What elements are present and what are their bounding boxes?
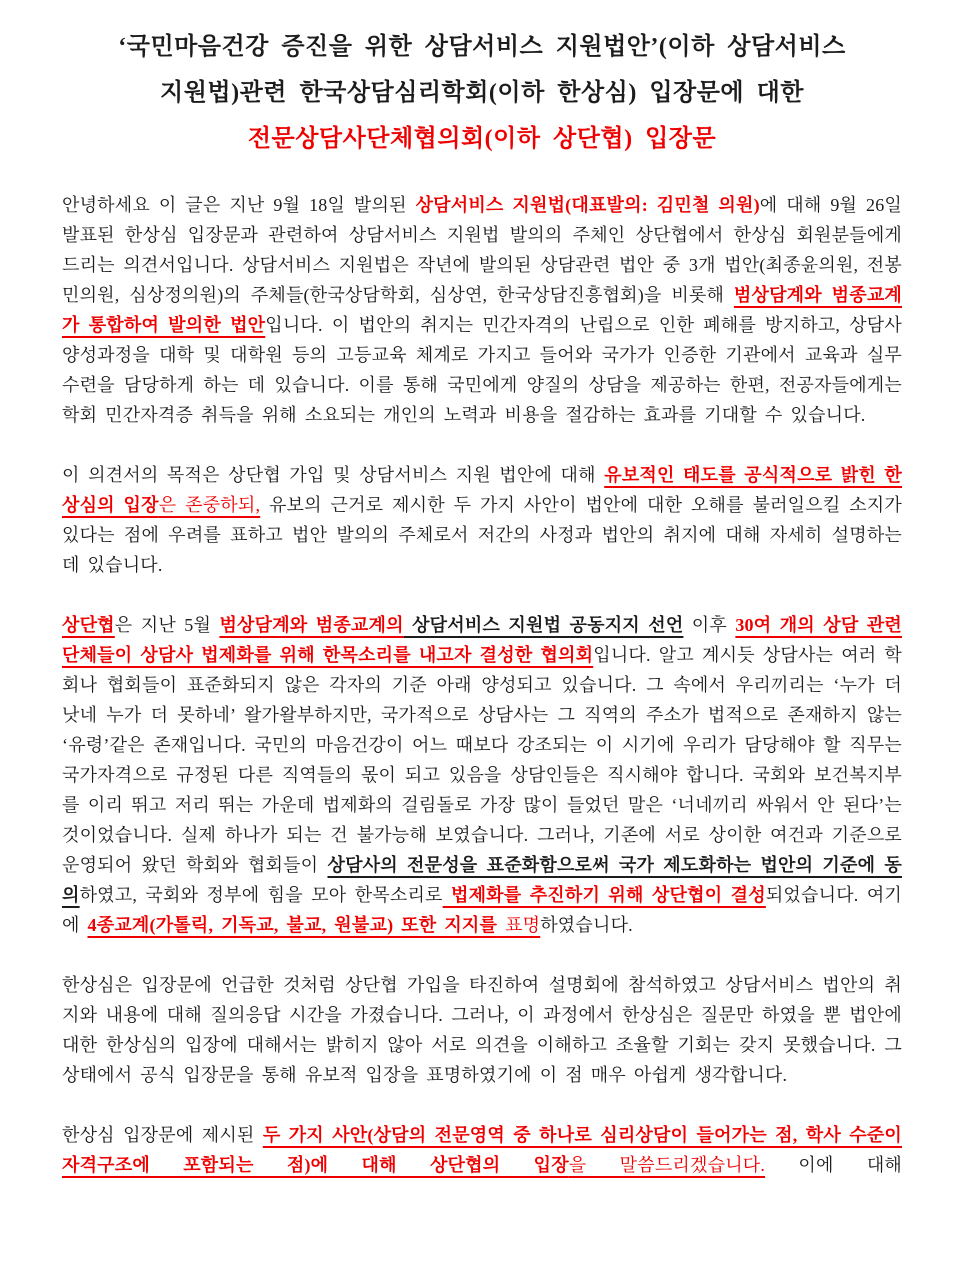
paragraph-1: [62, 190, 902, 430]
text-run: 법제화를 추진하기 위해 상단협이 결성: [442, 885, 766, 905]
text-run: 상담사의 전문성을 표준화함으로써 국가 제도화하는 법안의 기준에 동의: [62, 855, 902, 905]
title-line-2: 지원법)관련 한국상담심리학회(이하 한상심) 입장문에 대한: [160, 80, 804, 106]
text-run: 30여 개의 상담 관련 단체들이 상담사 법제화를 위해 한목소리를 내고자 결성한 협의회: [62, 615, 902, 665]
text-run: 입니다. 알고 계시듯 상담사는 여러 학회나 협회들이 표준화되지 않은 각자의 기준 아래 양성되고 있습니다. 그 속에서 우리끼리는 ‘누가 더 낫네 누가 더 못하네’ 왈가왈부하지만, 국가적으로 상담사는 그 직역의 주소가 법적으로 존재하지 않는 ‘유령’같은 존재입니다. 국민의 마음건강이 어느 때보다 강조되는 이 시기에 우리가 담당해야 할 직무는 국가자격으로 규정된 다른 직역들의 몫이 되고 있음을 상담인들은 직시해야 합니다. 국회와 보건복지부를 이리 뛰고 저리 뛰는 가운데 법제화의 걸림돌로 가장 많이 들었던 말은 ‘너네끼리 싸워서 안 된다’는 것이었습니다. 실제 하나가 되는 건 불가능해 보였습니다. 그러나, 기존에 서로 상이한 여건과 기준으로 운영되어 왔던 학회와 협회들이: [62, 645, 903, 875]
text-run: 4종교계(가톨릭, 기독교, 불교, 원불교) 또한 지지를: [87, 915, 498, 935]
text-run: 한상심은 입장문에 언급한 것처럼 상단협 가입을 타진하여 설명회에 참석하였고 상담서비스 법안의 취지와 내용에 대해 질의응답 시간을 가졌습니다. 그러나, 이 과정에서 한상심은 질문만 하였을 뿐 법안에 대한 한상심의 입장에 대해서는 밝히지 않아 서로 의견을 이해하고 조율할 기회는 갖지 못했습니다. 그 상태에서 공식 입장문을 통해 유보적 입장을 표명하였기에 이 점 매우 아쉽게 생각합니다.: [62, 975, 902, 1085]
text-run: 상담서비스 지원법 공동지지 선언: [403, 615, 684, 635]
text-run: 이에 대해: [765, 1155, 902, 1175]
text-run: 범상담계와 범종교계가 통합하여 발의한 법안: [62, 285, 902, 335]
text-run: 유보적인 태도를 공식적으로 밝힌 한상심의 입장: [62, 465, 902, 515]
text-run: 하였고, 국회와 정부에 힘을 모아 한목소리로: [79, 885, 443, 905]
text-run: 이후: [683, 615, 736, 635]
text-run: 범상담계와 범종교계의: [219, 615, 404, 635]
paragraph-2: [62, 460, 902, 580]
document-body: [62, 190, 902, 1180]
text-run: 에 대해 9월 26일 발표된 한상심 입장문과 관련하여 상담서비스 지원법 발의의 주체인 상단협에서 한상심 회원분들에게 드리는 의견서입니다. 상담서비스 지원법은 작년에 발의된 상담관련 법안 중 3개 법안(최종윤의원, 전봉민의원, 심상정의원)의 주체들(한국상담학회, 심상연, 한국상담진흥협회)을 비롯해: [62, 195, 902, 305]
text-run: 은 지난 5월: [114, 615, 220, 635]
document-title: [62, 24, 902, 162]
text-run: 두 가지 사안(상담의 전문영역 중 하나로 심리상담이 들어가는 점, 학사 수준이 자격구조에 포함되는 점)에 대해 상단협의 입장: [62, 1125, 902, 1175]
text-run: 이 의견서의 목적은 상단협 가입 및 상담서비스 지원 법안에 대해: [62, 465, 605, 485]
text-run: 을 말씀드리겠습니다.: [568, 1155, 766, 1175]
paragraph-3: [62, 610, 902, 940]
title-line-1: ‘국민마음건강 증진을 위한 상담서비스 지원법안’(이하 상담서비스: [118, 34, 846, 60]
text-run: 상담서비스 지원법(대표발의: 김민철 의원): [415, 195, 760, 215]
paragraph-4: [62, 970, 902, 1090]
text-run: 하였습니다.: [540, 915, 633, 935]
paragraph-5: [62, 1120, 902, 1180]
text-run: 입니다. 이 법안의 취지는 민간자격의 난립으로 인한 폐해를 방지하고, 상담사 양성과정을 대학 및 대학원 등의 고등교육 체계로 가지고 들어와 국가가 인증한 기관에서 교육과 실무수련을 담당하게 하는 데 있습니다. 이를 통해 국민에게 양질의 상담을 제공하는 한편, 전공자들에게는 학회 민간자격증 취득을 위해 소요되는 개인의 노력과 비용을 절감하는 효과를 기대할 수 있습니다.: [62, 315, 902, 425]
text-run: 표명: [497, 915, 541, 935]
text-run: 상단협: [62, 615, 115, 635]
text-run: 한상심 입장문에 제시된: [62, 1125, 263, 1145]
text-run: 유보의 근거로 제시한 두 가지 사안이 법안에 대한 오해를 불러일으킬 소지가 있다는 점에 우려를 표하고 법안 발의의 주체로서 저간의 사정과 법안의 취지에 대해 자세히 설명하는 데 있습니다.: [62, 495, 902, 575]
title-line-3: 전문상담사단체협의회(이하 상단협) 입장문: [247, 126, 717, 152]
text-run: 되었습니다. 여기에: [62, 885, 903, 935]
text-run: 은 존중하되,: [158, 495, 261, 515]
text-run: 안녕하세요 이 글은 지난 9월 18일 발의된: [62, 195, 416, 215]
